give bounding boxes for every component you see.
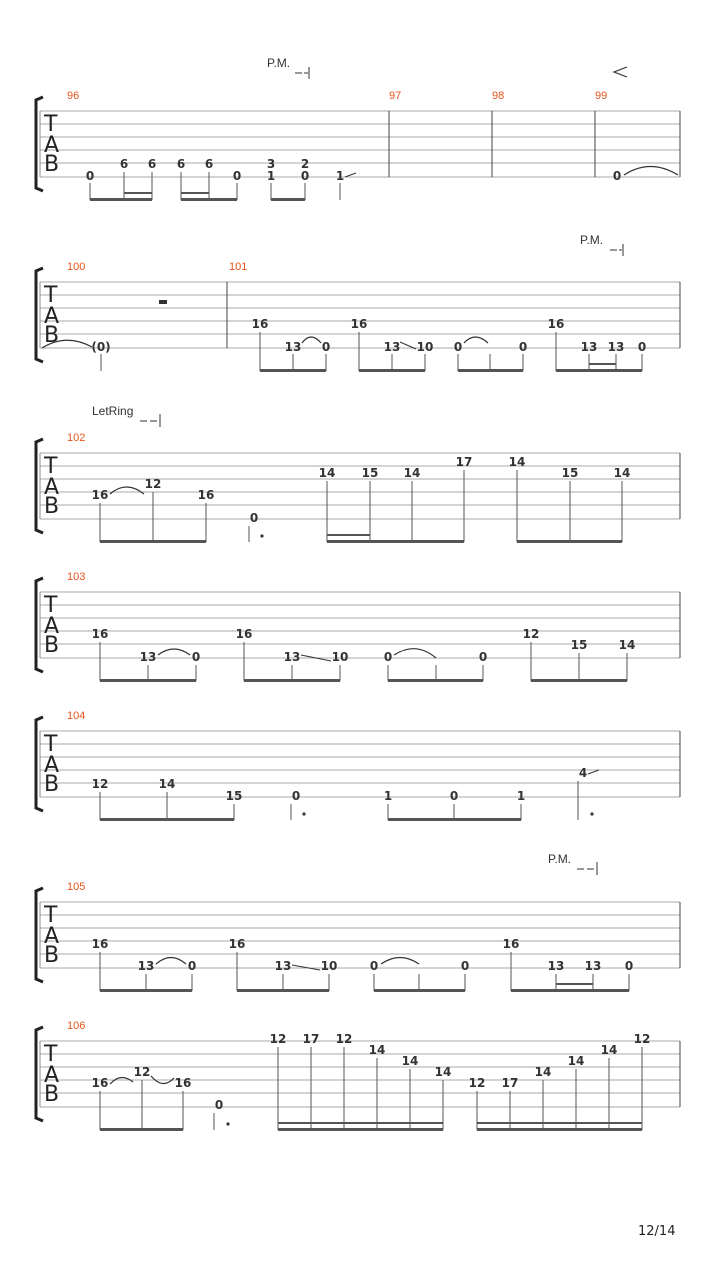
fret-number: 1 [383, 789, 393, 803]
tab-clef-b: B [44, 1082, 60, 1107]
measure-number: 106 [67, 1020, 86, 1032]
tab-clef-t: T [44, 593, 58, 618]
fret-number: 0 [478, 650, 488, 664]
tab-clef-t: T [44, 454, 58, 479]
let-ring-extension [140, 414, 160, 427]
fret-number: 0 [449, 789, 459, 803]
fret-number: 13 [607, 340, 625, 354]
fret-number: 14 [434, 1065, 452, 1079]
tie-arc [156, 958, 186, 965]
fret-number: 16 [91, 627, 109, 641]
slide-mark [588, 770, 599, 774]
palm-mute-extension [295, 67, 309, 79]
tie-arc [158, 649, 190, 655]
fret-number: 16 [350, 317, 368, 331]
tab-clef-t: T [44, 283, 58, 308]
fret-number: 10 [416, 340, 434, 354]
fret-number: 12 [144, 477, 162, 491]
fret-number: 17 [302, 1032, 320, 1046]
fret-number: 2 [300, 157, 310, 171]
tie-arc [394, 649, 436, 658]
tab-clef-b: B [44, 323, 60, 348]
tab-clef-t: T [44, 112, 58, 137]
measure-number: 97 [389, 90, 402, 102]
tab-system-5 [36, 710, 680, 821]
fret-number: 1 [266, 169, 276, 183]
fret-number: 16 [197, 488, 215, 502]
measure-number: 101 [229, 261, 248, 273]
tab-clef-b: B [44, 494, 60, 519]
fret-number: 14 [318, 466, 336, 480]
dotted-note [590, 812, 593, 815]
fret-number: 12 [91, 777, 109, 791]
fret-number: 12 [335, 1032, 353, 1046]
fret-number: 14 [567, 1054, 585, 1068]
fret-number: 12 [468, 1076, 486, 1090]
fret-number: 0 [518, 340, 528, 354]
fret-number: 15 [561, 466, 579, 480]
fret-number: 14 [403, 466, 421, 480]
fret-number: 0 [453, 340, 463, 354]
fret-number: 17 [501, 1076, 519, 1090]
tie-arc [381, 958, 419, 965]
tab-clef-a: A [44, 924, 60, 949]
fret-number: 10 [331, 650, 349, 664]
tab-system-7 [36, 1020, 680, 1131]
fret-number: 13 [139, 650, 157, 664]
fret-number: 14 [618, 638, 636, 652]
fret-number: 12 [633, 1032, 651, 1046]
fret-number: 16 [251, 317, 269, 331]
tab-clef-b: B [44, 943, 60, 968]
tie-arc [110, 487, 144, 494]
tab-clef-t: T [44, 903, 58, 928]
tab-system-3 [36, 404, 680, 543]
measure-number: 103 [67, 571, 86, 583]
fret-number: 6 [147, 157, 157, 171]
tie-arc [302, 337, 321, 343]
fret-number: 14 [368, 1043, 386, 1057]
fret-number: 0 [187, 959, 197, 973]
fret-number: 14 [534, 1065, 552, 1079]
dotted-note [302, 812, 305, 815]
tab-clef-b: B [44, 633, 60, 658]
fret-number: 12 [269, 1032, 287, 1046]
fret-number: 4 [578, 766, 588, 780]
tab-clef-t: T [44, 732, 58, 757]
fret-number: 16 [91, 1076, 109, 1090]
measure-number: 99 [595, 90, 608, 102]
fret-number: 0 [637, 340, 647, 354]
fret-number: 0 [369, 959, 379, 973]
fret-number: 13 [547, 959, 565, 973]
fret-number: 0 [612, 169, 622, 183]
fret-number: 0 [300, 169, 310, 183]
fret-number: 0 [460, 959, 470, 973]
tab-clef-a: A [44, 614, 60, 639]
fret-number: 15 [361, 466, 379, 480]
fret-number: 13 [283, 650, 301, 664]
fret-number: 13 [584, 959, 602, 973]
measure-number: 104 [67, 710, 86, 722]
fret-number: 16 [502, 937, 520, 951]
palm-mute-extension [610, 244, 623, 256]
tab-system-4 [36, 571, 680, 682]
fret-number: 6 [176, 157, 186, 171]
measure-number: 105 [67, 881, 86, 893]
fret-number: 3 [266, 157, 276, 171]
fret-number: 15 [225, 789, 243, 803]
fret-number: 0 [321, 340, 331, 354]
fret-number: 12 [133, 1065, 151, 1079]
fret-number: 14 [401, 1054, 419, 1068]
measure-number: 100 [67, 261, 86, 273]
fret-number: 17 [455, 455, 473, 469]
tab-clef-b: B [44, 152, 60, 177]
fret-number: 0 [214, 1098, 224, 1112]
tab-system-2 [36, 233, 680, 372]
fret-number: 15 [570, 638, 588, 652]
fret-number: 1 [335, 169, 345, 183]
measure-number: 102 [67, 432, 86, 444]
fret-number: 14 [600, 1043, 618, 1057]
tie-arc [110, 1077, 133, 1084]
measure-number: 98 [492, 90, 505, 102]
palm-mute-label: P.M. [548, 852, 572, 866]
fret-number: 13 [580, 340, 598, 354]
fret-number: 14 [613, 466, 631, 480]
rest-symbol [159, 300, 167, 304]
fret-number: 14 [158, 777, 176, 791]
fret-number: 0 [191, 650, 201, 664]
fret-number: 13 [383, 340, 401, 354]
tab-clef-a: A [44, 753, 60, 778]
crescendo-hairpin [614, 67, 627, 77]
fret-number: 0 [232, 169, 242, 183]
fret-number: 0 [383, 650, 393, 664]
fret-number: 10 [320, 959, 338, 973]
tab-clef-a: A [44, 304, 60, 329]
palm-mute-extension [577, 862, 597, 875]
fret-number: 12 [522, 627, 540, 641]
fret-number: 6 [204, 157, 214, 171]
fret-number: 0 [291, 789, 301, 803]
dotted-note [226, 1122, 229, 1125]
fret-number: 16 [91, 488, 109, 502]
fret-number: 13 [137, 959, 155, 973]
tab-clef-b: B [44, 772, 60, 797]
fret-number: 16 [228, 937, 246, 951]
tab-clef-a: A [44, 1063, 60, 1088]
fret-number: 13 [274, 959, 292, 973]
fret-number: 0 [85, 169, 95, 183]
fret-number: 16 [235, 627, 253, 641]
fret-number: 0 [249, 511, 259, 525]
fret-number: 14 [508, 455, 526, 469]
tab-system-1 [36, 56, 680, 201]
palm-mute-label: P.M. [267, 56, 291, 70]
tie-arc [464, 337, 488, 343]
fret-number: 6 [119, 157, 129, 171]
slide-mark [345, 173, 356, 177]
fret-number: 16 [91, 937, 109, 951]
fret-number: 0 [624, 959, 634, 973]
measure-number: 96 [67, 90, 80, 102]
dotted-note [260, 534, 263, 537]
fret-number: (0) [91, 340, 111, 354]
fret-number: 13 [284, 340, 302, 354]
page-number: 12/14 [638, 1224, 676, 1239]
tab-clef-a: A [44, 475, 60, 500]
tie-arc [624, 167, 678, 176]
palm-mute-label: P.M. [580, 233, 604, 247]
tab-clef-t: T [44, 1042, 58, 1067]
tab-system-6 [36, 852, 680, 992]
let-ring-label: LetRing [92, 404, 134, 418]
fret-number: 16 [547, 317, 565, 331]
fret-number: 1 [516, 789, 526, 803]
fret-number: 16 [174, 1076, 192, 1090]
tab-clef-a: A [44, 133, 60, 158]
